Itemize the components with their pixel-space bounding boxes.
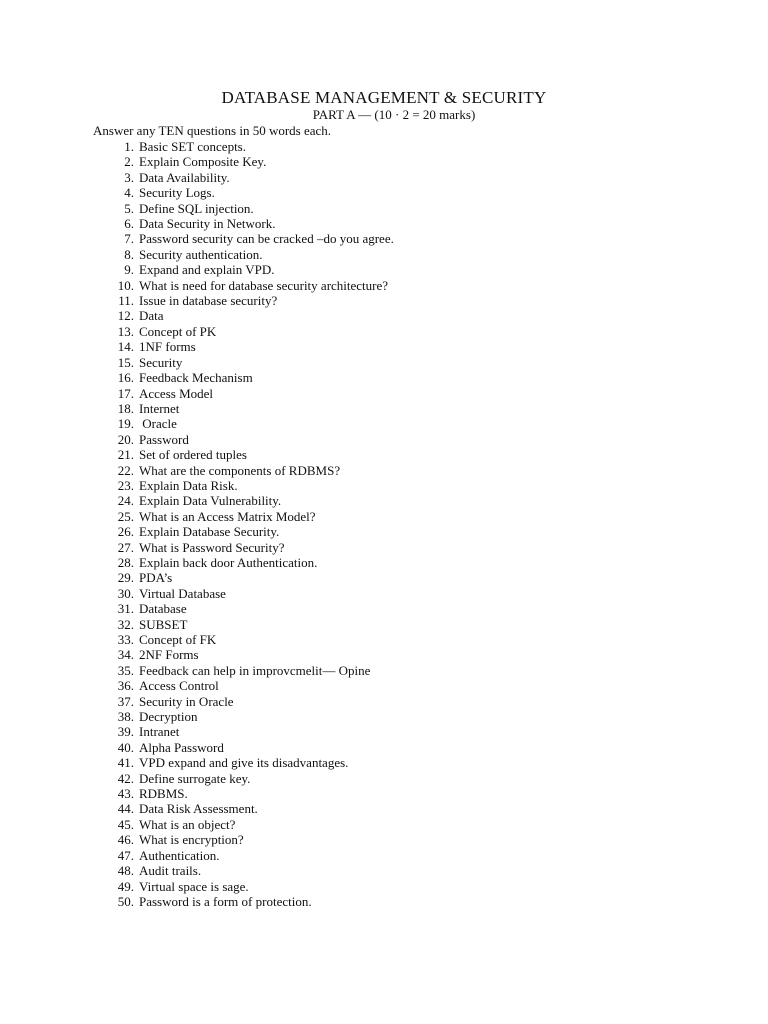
question-item [0,694,768,709]
question-text: Virtual space is sage. [139,878,249,894]
question-number: 14. [117,339,134,355]
question-item [0,416,768,431]
question-text: What are the components of RDBMS? [139,462,341,478]
question-item [0,247,768,262]
question-text: Security in Oracle [139,693,234,709]
question-item [0,647,768,662]
question-text: Security [139,354,183,370]
question-number: 39. [117,724,134,740]
question-text: Internet [139,400,180,416]
question-text: RDBMS. [139,786,188,802]
question-item [0,447,768,462]
question-text: What is an object? [139,816,236,832]
instruction-text: Answer any TEN questions in 50 words each. [93,123,332,138]
question-text: What is need for database security architecture? [139,277,389,293]
question-number: 32. [117,616,134,632]
question-text: What is encryption? [139,832,244,848]
question-item [0,293,768,308]
question-number: 1. [124,139,134,154]
question-item [0,463,768,478]
question-text: What is Password Security? [139,539,285,555]
question-number: 37. [117,693,134,709]
question-item [0,570,768,585]
question-number: 42. [117,770,134,786]
question-item [0,863,768,878]
question-number: 10. [117,277,134,293]
question-item [0,262,768,277]
question-number: 13. [117,323,134,339]
question-text: Intranet [139,724,180,740]
question-text: Data [139,308,164,324]
question-item [0,817,768,832]
question-number: 40. [117,739,134,755]
question-item [0,185,768,200]
question-text: PDA’s [139,570,173,586]
question-item [0,632,768,647]
question-text: Set of ordered tuples [139,447,247,463]
question-text: VPD expand and give its disadvantages. [139,755,349,771]
question-item [0,894,768,909]
question-number: 4. [124,185,134,201]
question-text: Virtual Database [139,585,226,601]
question-number: 45. [117,816,134,832]
question-item [0,478,768,493]
question-item [0,386,768,401]
question-number: 49. [117,878,134,894]
question-number: 17. [117,385,134,401]
question-item [0,524,768,539]
question-item [0,216,768,231]
question-number: 30. [117,585,134,601]
question-item [0,801,768,816]
question-number: 28. [117,554,134,570]
question-text: Explain Data Risk. [139,477,238,493]
question-item [0,663,768,678]
question-item [0,601,768,616]
question-text: Feedback Mechanism [139,370,253,386]
question-number: 48. [117,863,134,879]
question-number: 21. [117,447,134,463]
question-number: 25. [117,508,134,524]
question-number: 22. [117,462,134,478]
part-heading: PART A — (10 · 2 = 20 marks) [312,107,476,122]
question-number: 6. [124,216,134,232]
question-number: 11. [118,293,134,309]
question-text: Password [139,431,189,447]
question-item [0,709,768,724]
question-item [0,786,768,801]
question-text: Basic SET concepts. [139,139,246,154]
question-text: Password is a form of protection. [139,893,312,909]
question-number: 7. [124,231,134,247]
question-text: Data Availability. [139,169,230,185]
question-item [0,493,768,508]
question-number: 26. [117,524,134,540]
question-text: Explain Composite Key. [139,154,267,170]
question-number: 38. [117,709,134,725]
question-item [0,879,768,894]
question-text: Explain back door Authentication. [139,554,318,570]
question-text: 2NF Forms [139,647,199,663]
question-text: SUBSET [139,616,188,632]
question-number: 33. [117,632,134,647]
question-text: Access Control [139,678,219,694]
question-number: 19. [117,416,134,432]
question-item [0,848,768,863]
question-item [0,832,768,847]
question-item [0,339,768,354]
question-item [0,678,768,693]
question-text: Password security can be cracked –do you agree. [139,231,394,247]
question-number: 29. [117,570,134,586]
question-item [0,324,768,339]
question-number: 46. [117,832,134,848]
question-item [0,432,768,447]
question-number: 16. [117,370,134,386]
question-number: 27. [117,539,134,555]
question-text: Concept of FK [139,632,217,647]
question-item [0,724,768,739]
question-number: 36. [117,678,134,694]
question-number: 24. [117,493,134,509]
question-number: 15. [117,354,134,370]
question-number: 34. [117,647,134,663]
question-text: Explain Data Vulnerability. [139,493,282,509]
question-item [0,540,768,555]
question-text: What is an Access Matrix Model? [139,508,316,524]
question-text: Alpha Password [139,739,224,755]
question-text: Expand and explain VPD. [139,262,275,278]
question-text: Database [139,601,187,617]
question-text: Data Security in Network. [139,216,276,232]
question-item [0,231,768,246]
question-number: 2. [124,154,134,170]
question-text: Define surrogate key. [139,770,251,786]
question-text: Decryption [139,709,198,725]
question-text: 1NF forms [139,339,196,355]
question-text: Concept of PK [139,323,217,339]
question-number: 44. [117,801,134,817]
question-number: 41. [117,755,134,771]
question-item [0,740,768,755]
question-text: Issue in database security? [139,293,278,309]
question-item [0,139,768,154]
question-number: 9. [124,262,134,278]
question-text: Authentication. [139,847,220,863]
question-text: Explain Database Security. [139,524,280,540]
question-item [0,586,768,601]
question-item [0,355,768,370]
question-item [0,555,768,570]
question-text: Audit trails. [139,863,202,879]
question-item [0,771,768,786]
question-list [0,139,768,909]
question-text: Security authentication. [139,246,263,262]
question-number: 12. [117,308,134,324]
question-number: 35. [117,662,134,678]
question-item [0,617,768,632]
question-item [0,201,768,216]
question-number: 8. [124,246,134,262]
question-item [0,401,768,416]
question-text: Security Logs. [139,185,215,201]
question-item [0,154,768,169]
question-number: 23. [117,477,134,493]
question-item [0,509,768,524]
question-number: 18. [117,400,134,416]
question-item [0,278,768,293]
question-number: 50. [117,893,134,909]
question-number: 3. [124,169,134,185]
question-text: Oracle [139,416,177,432]
question-number: 43. [117,786,134,802]
question-number: 5. [124,200,134,216]
document-title: DATABASE MANAGEMENT & SECURITY [221,88,547,107]
question-item [0,755,768,770]
question-item [0,170,768,185]
question-number: 20. [117,431,134,447]
question-text: Feedback can help in improvcmelit— Opine [139,662,371,678]
question-text: Define SQL injection. [139,200,254,216]
question-number: 47. [117,847,134,863]
question-item [0,370,768,385]
question-text: Data Risk Assessment. [139,801,258,817]
question-item [0,308,768,323]
question-number: 31. [117,601,134,617]
question-text: Access Model [139,385,214,401]
